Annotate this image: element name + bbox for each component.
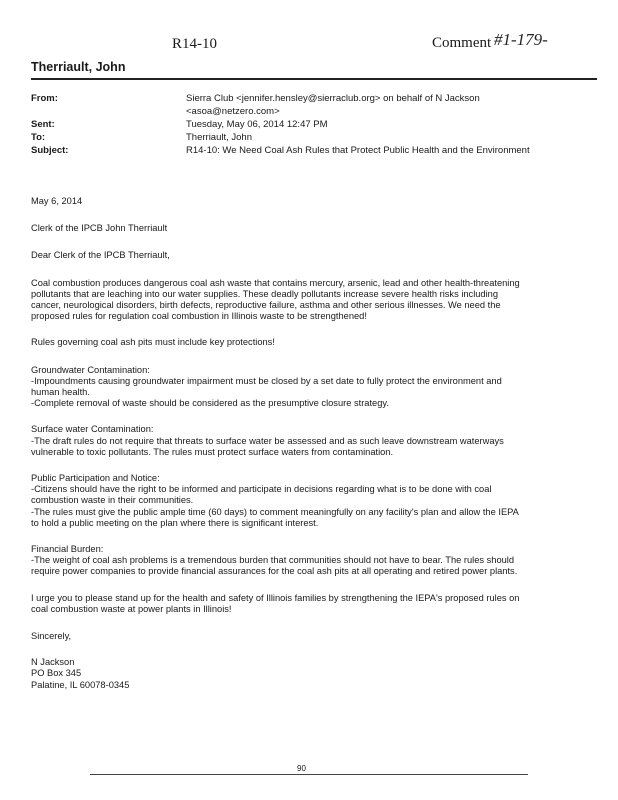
handwritten-stamp: #1-179- <box>494 30 548 49</box>
section-financial-burden <box>31 544 591 578</box>
subject-value: R14-10: We Need Coal Ash Rules that Protect Public Health and the Environment <box>186 145 530 156</box>
paragraph-protections: Rules governing coal ash pits must include key protections! <box>31 337 275 348</box>
from-label: From: <box>31 93 58 104</box>
section-line: -Impoundments causing groundwater impairment must be closed by a set date to fully protect the environment and <box>31 375 502 386</box>
section-public-participation <box>31 473 591 529</box>
sender-name: Therriault, John <box>31 60 126 74</box>
section-title: Public Participation and Notice: <box>31 473 160 484</box>
signature-block <box>31 657 591 691</box>
sent-value: Tuesday, May 06, 2014 12:47 PM <box>186 119 328 130</box>
paragraph-line: I urge you to please stand up for the health and safety of Illinois families by strengthening the IEPA's proposed rules on <box>31 592 520 603</box>
sent-label: Sent: <box>31 119 55 130</box>
section-line: combustion waste in their communities. <box>31 495 194 506</box>
section-title: Surface water Contamination: <box>31 424 154 435</box>
paragraph-line: pollutants that are leaching into our water supplies. These deadly pollutants increase severe health risks including <box>31 288 499 299</box>
section-line: vulnerable to toxic pollutants. The rules must protect surface waters from contamination. <box>31 446 394 457</box>
paragraph-intro <box>31 278 591 323</box>
subject-label: Subject: <box>31 145 69 156</box>
section-line: require power companies to provide financial assurances for the coal ash pits at all operating and retired power plants. <box>31 566 518 577</box>
signature-name: N Jackson <box>31 657 75 668</box>
signature-address-1: PO Box 345 <box>31 668 82 679</box>
section-line: human health. <box>31 387 90 398</box>
section-title: Financial Burden: <box>31 544 104 555</box>
section-line: -The draft rules do not require that threats to surface water be assessed and as such leave downstream waterways <box>31 435 504 446</box>
section-line: to hold a public meeting on the plan where there is significant interest. <box>31 517 319 528</box>
letter-signoff: Sincerely, <box>31 631 72 642</box>
comment-label: Comment <box>432 35 492 51</box>
paragraph-line: proposed rules for regulation coal combustion in Illinois waste to be strengthened! <box>31 311 367 322</box>
section-line: -The weight of coal ash problems is a tremendous burden that communities should not have to bear. The rules should <box>31 555 515 566</box>
docket-number: R14-10 <box>172 36 217 52</box>
letter-date: May 6, 2014 <box>31 196 83 206</box>
paragraph-closing <box>31 593 591 615</box>
from-value-email: <asoa@netzero.com> <box>186 106 280 117</box>
section-groundwater <box>31 365 591 410</box>
letter-salutation: Dear Clerk of the IPCB Therriault, <box>31 250 170 261</box>
footer-divider <box>90 774 528 775</box>
section-line: -Citizens should have the right to be informed and participate in decisions regarding what is to be done with coal <box>31 484 492 495</box>
paragraph-line: cancer, neurological disorders, birth defects, reproductive failure, asthma and other serious illnesses. We need the <box>31 300 501 311</box>
to-value: Therriault, John <box>186 132 253 143</box>
paragraph-line: coal combustion waste at power plants in Illinois! <box>31 603 232 614</box>
section-line: -Complete removal of waste should be considered as the presumptive closure strategy. <box>31 398 389 409</box>
page-number: 90 <box>297 764 306 773</box>
letter-addressee: Clerk of the IPCB John Therriault <box>31 223 168 234</box>
paragraph-line: Coal combustion produces dangerous coal ash waste that contains mercury, arsenic, lead and other health-threatening <box>31 277 520 288</box>
section-title: Groundwater Contamination: <box>31 364 150 375</box>
section-line: -The rules must give the public ample time (60 days) to comment meaningfully on any facility's plan and allow the IEPA <box>31 506 519 517</box>
section-surface-water <box>31 424 591 458</box>
signature-address-2: Palatine, IL 60078-0345 <box>31 679 130 690</box>
from-value: Sierra Club <jennifer.hensley@sierraclub.org> on behalf of N Jackson <box>186 93 480 104</box>
to-label: To: <box>31 132 46 143</box>
header-divider <box>31 78 597 80</box>
letter-body <box>31 196 591 701</box>
